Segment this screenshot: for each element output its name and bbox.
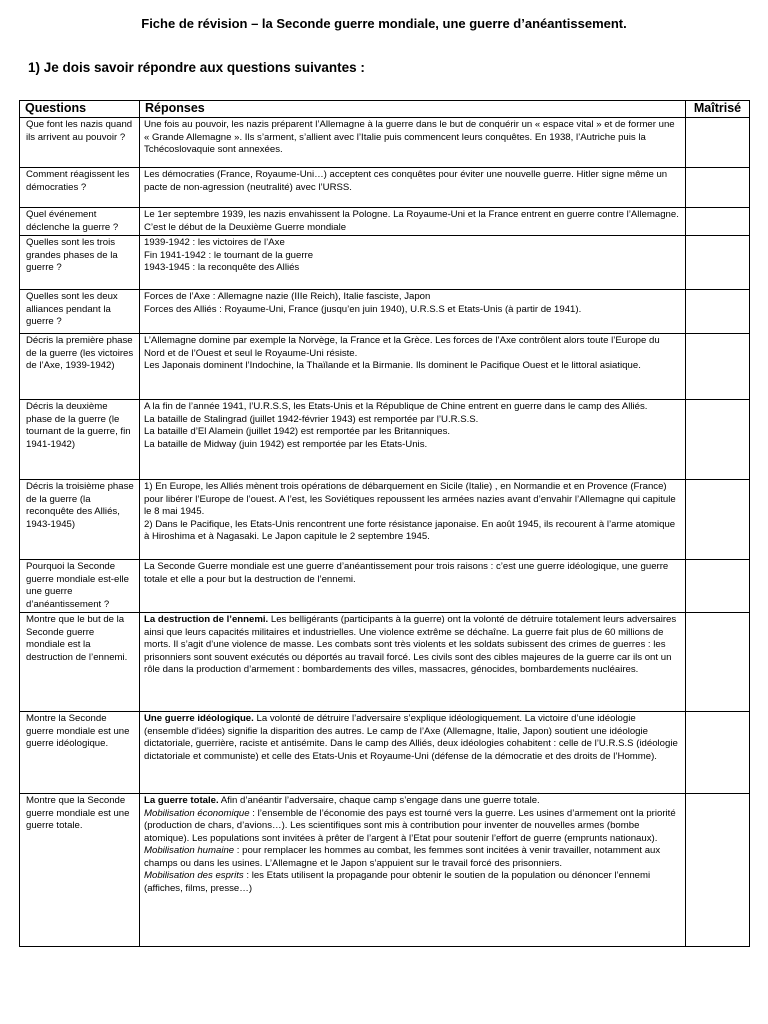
answer-text: 1943-1945 : la reconquête des Alliés bbox=[144, 262, 300, 273]
answer-line bbox=[144, 237, 681, 250]
mastery-cell[interactable] bbox=[686, 794, 750, 947]
answer-text: 2) Dans le Pacifique, les Etats-Unis rencontrent une forte résistance japonaise. En août 1945, ils recourent à l’arme atomique à Hiroshima et à Nagasaki. Le Japon capitule le 2 septembre 1945. bbox=[144, 518, 676, 542]
table-row bbox=[20, 334, 750, 400]
answer-cell bbox=[140, 480, 686, 560]
answer-line bbox=[144, 304, 681, 317]
answer-text: Le 1er septembre 1939, les nazis envahissent la Pologne. La Royaume-Uni et la France entrent en guerre contre l’Allemagne. C’est le début de la Deuxième Guerre mondiale bbox=[144, 209, 679, 233]
answer-text: La Seconde Guerre mondiale est une guerre d’anéantissement pour trois raisons : c’est une guerre idéologique, une guerre totale et elle a pour but la destruction de l’ennemi. bbox=[144, 561, 669, 585]
mastery-cell[interactable] bbox=[686, 400, 750, 480]
answer-text: La volonté de détruire l’adversaire s’explique idéologiquement. La victoire d’une idéologie (ensemble d’idées) signifie la disparition des autres. Le camp de l’Axe (Allemagne, Italie, Japon) soutient une idéologie dictatoriale, guerrière, raciste et antisémite. Dans le camp des Alliés, deux idéologies cohabitent : celle de l’U.R.S.S (idéologie dictatoriale et communiste) et celle des Etats-Unis et Royaume-Uni (défense de la démocratie et des droits de l’Homme). bbox=[144, 713, 678, 762]
mastery-cell[interactable] bbox=[686, 290, 750, 334]
page-title: Fiche de révision – la Seconde guerre mondiale, une guerre d’anéantissement. bbox=[141, 16, 627, 31]
answer-cell bbox=[140, 794, 686, 947]
answer-lead: Une guerre idéologique. bbox=[144, 713, 254, 724]
answer-text: Les belligérants (participants à la guerre) ont la volonté de détruire totalement leurs adversaires ainsi que leurs capacités militaires et industrielles. Une violence extrême se déchaîne. La guerre fait plus de 60 millions de morts. Il s’agit d’une violence de masse. Les combats sont très violents et les soldats subissent des crimes de guerres : les prisonniers sont souvent exécutés ou déportés au travail forcé. Les civils sont des cibles majeures de la guerre car ils ont un rôle dans la production d’armement : bombardements des villes, massacres, génocides, bombardements nucléaires. bbox=[144, 614, 677, 675]
answer-line bbox=[144, 519, 681, 544]
question-cell: Comment réagissent les démocraties ? bbox=[20, 168, 140, 208]
table-row bbox=[20, 236, 750, 290]
sub-label: Mobilisation humaine bbox=[144, 845, 235, 856]
mastery-cell[interactable] bbox=[686, 712, 750, 794]
answer-cell bbox=[140, 712, 686, 794]
revision-table bbox=[19, 100, 750, 947]
mastery-cell[interactable] bbox=[686, 560, 750, 613]
mastery-cell[interactable] bbox=[686, 118, 750, 168]
table-row bbox=[20, 712, 750, 794]
mastery-cell[interactable] bbox=[686, 613, 750, 712]
answer-line bbox=[144, 481, 681, 519]
answer-lead: La destruction de l’ennemi. bbox=[144, 614, 269, 625]
question-cell: Montre que le but de la Seconde guerre mondiale est la destruction de l’ennemi. bbox=[20, 613, 140, 712]
sub-label: Mobilisation des esprits bbox=[144, 870, 244, 881]
table-row bbox=[20, 290, 750, 334]
question-cell: Quelles sont les deux alliances pendant la guerre ? bbox=[20, 290, 140, 334]
header-reponses: Réponses bbox=[140, 101, 686, 118]
answer-cell bbox=[140, 400, 686, 480]
mastery-cell[interactable] bbox=[686, 334, 750, 400]
answer-lead: La guerre totale. bbox=[144, 795, 219, 806]
table-row bbox=[20, 168, 750, 208]
answer-text: 1) En Europe, les Alliés mènent trois opérations de débarquement en Sicile (Italie) , en Normandie et en Provence (France) pour libérer l’Europe de l’ouest. A l’est, les Soviétiques repoussent les armées nazies avant d’envahir l’Allemagne qui capitule le 8 mai 1945. bbox=[144, 481, 676, 517]
mastery-cell[interactable] bbox=[686, 236, 750, 290]
header-maitrise: Maîtrisé bbox=[686, 101, 750, 118]
answer-text: Afin d’anéantir l’adversaire, chaque camp s’engage dans une guerre totale. bbox=[220, 795, 540, 806]
table-row bbox=[20, 118, 750, 168]
answer-cell bbox=[140, 118, 686, 168]
header-questions: Questions bbox=[20, 101, 140, 118]
section-heading: 1) Je dois savoir répondre aux questions suivantes : bbox=[28, 60, 365, 75]
answer-line bbox=[144, 414, 681, 427]
answer-text: La bataille de Midway (juin 1942) est remportée par les Etats-Unis. bbox=[144, 438, 428, 450]
question-cell: Quel événement déclenche la guerre ? bbox=[20, 208, 140, 236]
answer-cell bbox=[140, 334, 686, 400]
answer-text: Les démocraties (France, Royaume-Uni…) acceptent ces conquêtes pour éviter une nouvelle guerre. Hitler signe même un pacte de non-agression (neutralité) avec l’URSS. bbox=[144, 169, 668, 193]
table-row bbox=[20, 794, 750, 947]
answer-text: A la fin de l’année 1941, l’U.R.S.S, les Etats-Unis et la République de Chine entrent en guerre dans le camp des Alliés. bbox=[144, 401, 648, 412]
answer-line bbox=[144, 209, 681, 234]
question-cell: Montre la Seconde guerre mondiale est une guerre idéologique. bbox=[20, 712, 140, 794]
sub-text: : l’ensemble de l’économie des pays est tourné vers la guerre. Les usines d’armement ont la priorité (production de chars, d’avions…). Les scientifiques sont mis à contribution pour inventer de nouvelles armes (bombe atomique). Les populations sont invitées à prêter de l’argent à l’Etat pour soutenir l’effort de guerre (emprunts nationaux). bbox=[144, 807, 676, 844]
answer-text: L’Allemagne domine par exemple la Norvège, la France et la Grèce. Les forces de l’Axe contrôlent alors toute l’Europe du Nord et de l’Ouest et seul le Royaume-Uni résiste. bbox=[144, 335, 660, 359]
answer-text: 1939-1942 : les victoires de l’Axe bbox=[144, 237, 285, 248]
answer-cell bbox=[140, 236, 686, 290]
table-row bbox=[20, 480, 750, 560]
table-row bbox=[20, 400, 750, 480]
table-row bbox=[20, 208, 750, 236]
answer-sub bbox=[144, 808, 681, 846]
question-cell: Pourquoi la Seconde guerre mondiale est-elle une guerre d’anéantissement ? bbox=[20, 560, 140, 613]
answer-sub bbox=[144, 845, 681, 870]
table-row bbox=[20, 613, 750, 712]
answer-sub bbox=[144, 870, 681, 895]
table-row bbox=[20, 560, 750, 613]
mastery-cell[interactable] bbox=[686, 168, 750, 208]
answer-cell bbox=[140, 290, 686, 334]
sub-text: : les Etats utilisent la propagande pour obtenir le soutien de la population ou dénoncer l’ennemi (affiches, films, presse…) bbox=[144, 870, 651, 894]
answer-text: Une fois au pouvoir, les nazis préparent l’Allemagne à la guerre dans le but de conquérir un « espace vital » et de former une « Grande Allemagne ». Ils s’arment, s’allient avec l’Italie puis commencent leurs conquêtes. En 1938, l’Autriche puis la Tchécoslovaquie sont annexées. bbox=[144, 119, 675, 155]
question-cell: Décris la troisième phase de la guerre (la reconquête des Alliés, 1943-1945) bbox=[20, 480, 140, 560]
table-header-row bbox=[20, 101, 750, 118]
answer-line bbox=[144, 250, 681, 263]
answer-cell bbox=[140, 208, 686, 236]
mastery-cell[interactable] bbox=[686, 208, 750, 236]
answer-cell bbox=[140, 168, 686, 208]
question-cell: Que font les nazis quand ils arrivent au pouvoir ? bbox=[20, 118, 140, 168]
answer-line bbox=[144, 291, 681, 304]
answer-line bbox=[144, 561, 681, 586]
question-cell: Décris la première phase de la guerre (les victoires de l’Axe, 1939-1942) bbox=[20, 334, 140, 400]
answer-line bbox=[144, 119, 681, 157]
question-cell: Quelles sont les trois grandes phases de la guerre ? bbox=[20, 236, 140, 290]
answer-cell bbox=[140, 613, 686, 712]
sub-label: Mobilisation économique bbox=[144, 807, 250, 819]
sub-text: : pour remplacer les hommes au combat, les femmes sont incitées à venir travailler, notamment aux champs ou dans les usines. L’Allemagne et le Japon s’appuient sur le travail forcé des prisonniers. bbox=[144, 845, 661, 869]
answer-line bbox=[144, 713, 681, 763]
answer-line bbox=[144, 335, 681, 360]
mastery-cell[interactable] bbox=[686, 480, 750, 560]
answer-line bbox=[144, 614, 681, 677]
question-cell: Montre que la Seconde guerre mondiale est une guerre totale. bbox=[20, 794, 140, 947]
question-cell: Décris la deuxième phase de la guerre (le tournant de la guerre, fin 1941-1942) bbox=[20, 400, 140, 480]
answer-line bbox=[144, 439, 681, 452]
answer-text: Forces de l’Axe : Allemagne nazie (IIIe Reich), Italie fasciste, Japon bbox=[144, 291, 431, 302]
answer-text: La bataille de Stalingrad (juillet 1942-février 1943) est remportée par l’U.R.S.S. bbox=[144, 413, 479, 425]
answer-line bbox=[144, 426, 681, 439]
answer-text: La bataille d’El Alamein (juillet 1942) est remportée par les Britanniques. bbox=[144, 426, 451, 437]
answer-line bbox=[144, 401, 681, 414]
answer-text: Les Japonais dominent l’Indochine, la Thaïlande et la Birmanie. Ils dominent le Pacifique Ouest et le littoral asiatique. bbox=[144, 360, 641, 371]
answer-line bbox=[144, 795, 681, 808]
answer-line bbox=[144, 169, 681, 194]
answer-line bbox=[144, 262, 681, 275]
answer-text: Forces des Alliés : Royaume-Uni, France (jusqu’en juin 1940), U.R.S.S et Etats-Unis (à partir de 1941). bbox=[144, 303, 582, 315]
answer-text: Fin 1941-1942 : le tournant de la guerre bbox=[144, 249, 314, 261]
answer-line bbox=[144, 360, 681, 373]
answer-cell bbox=[140, 560, 686, 613]
